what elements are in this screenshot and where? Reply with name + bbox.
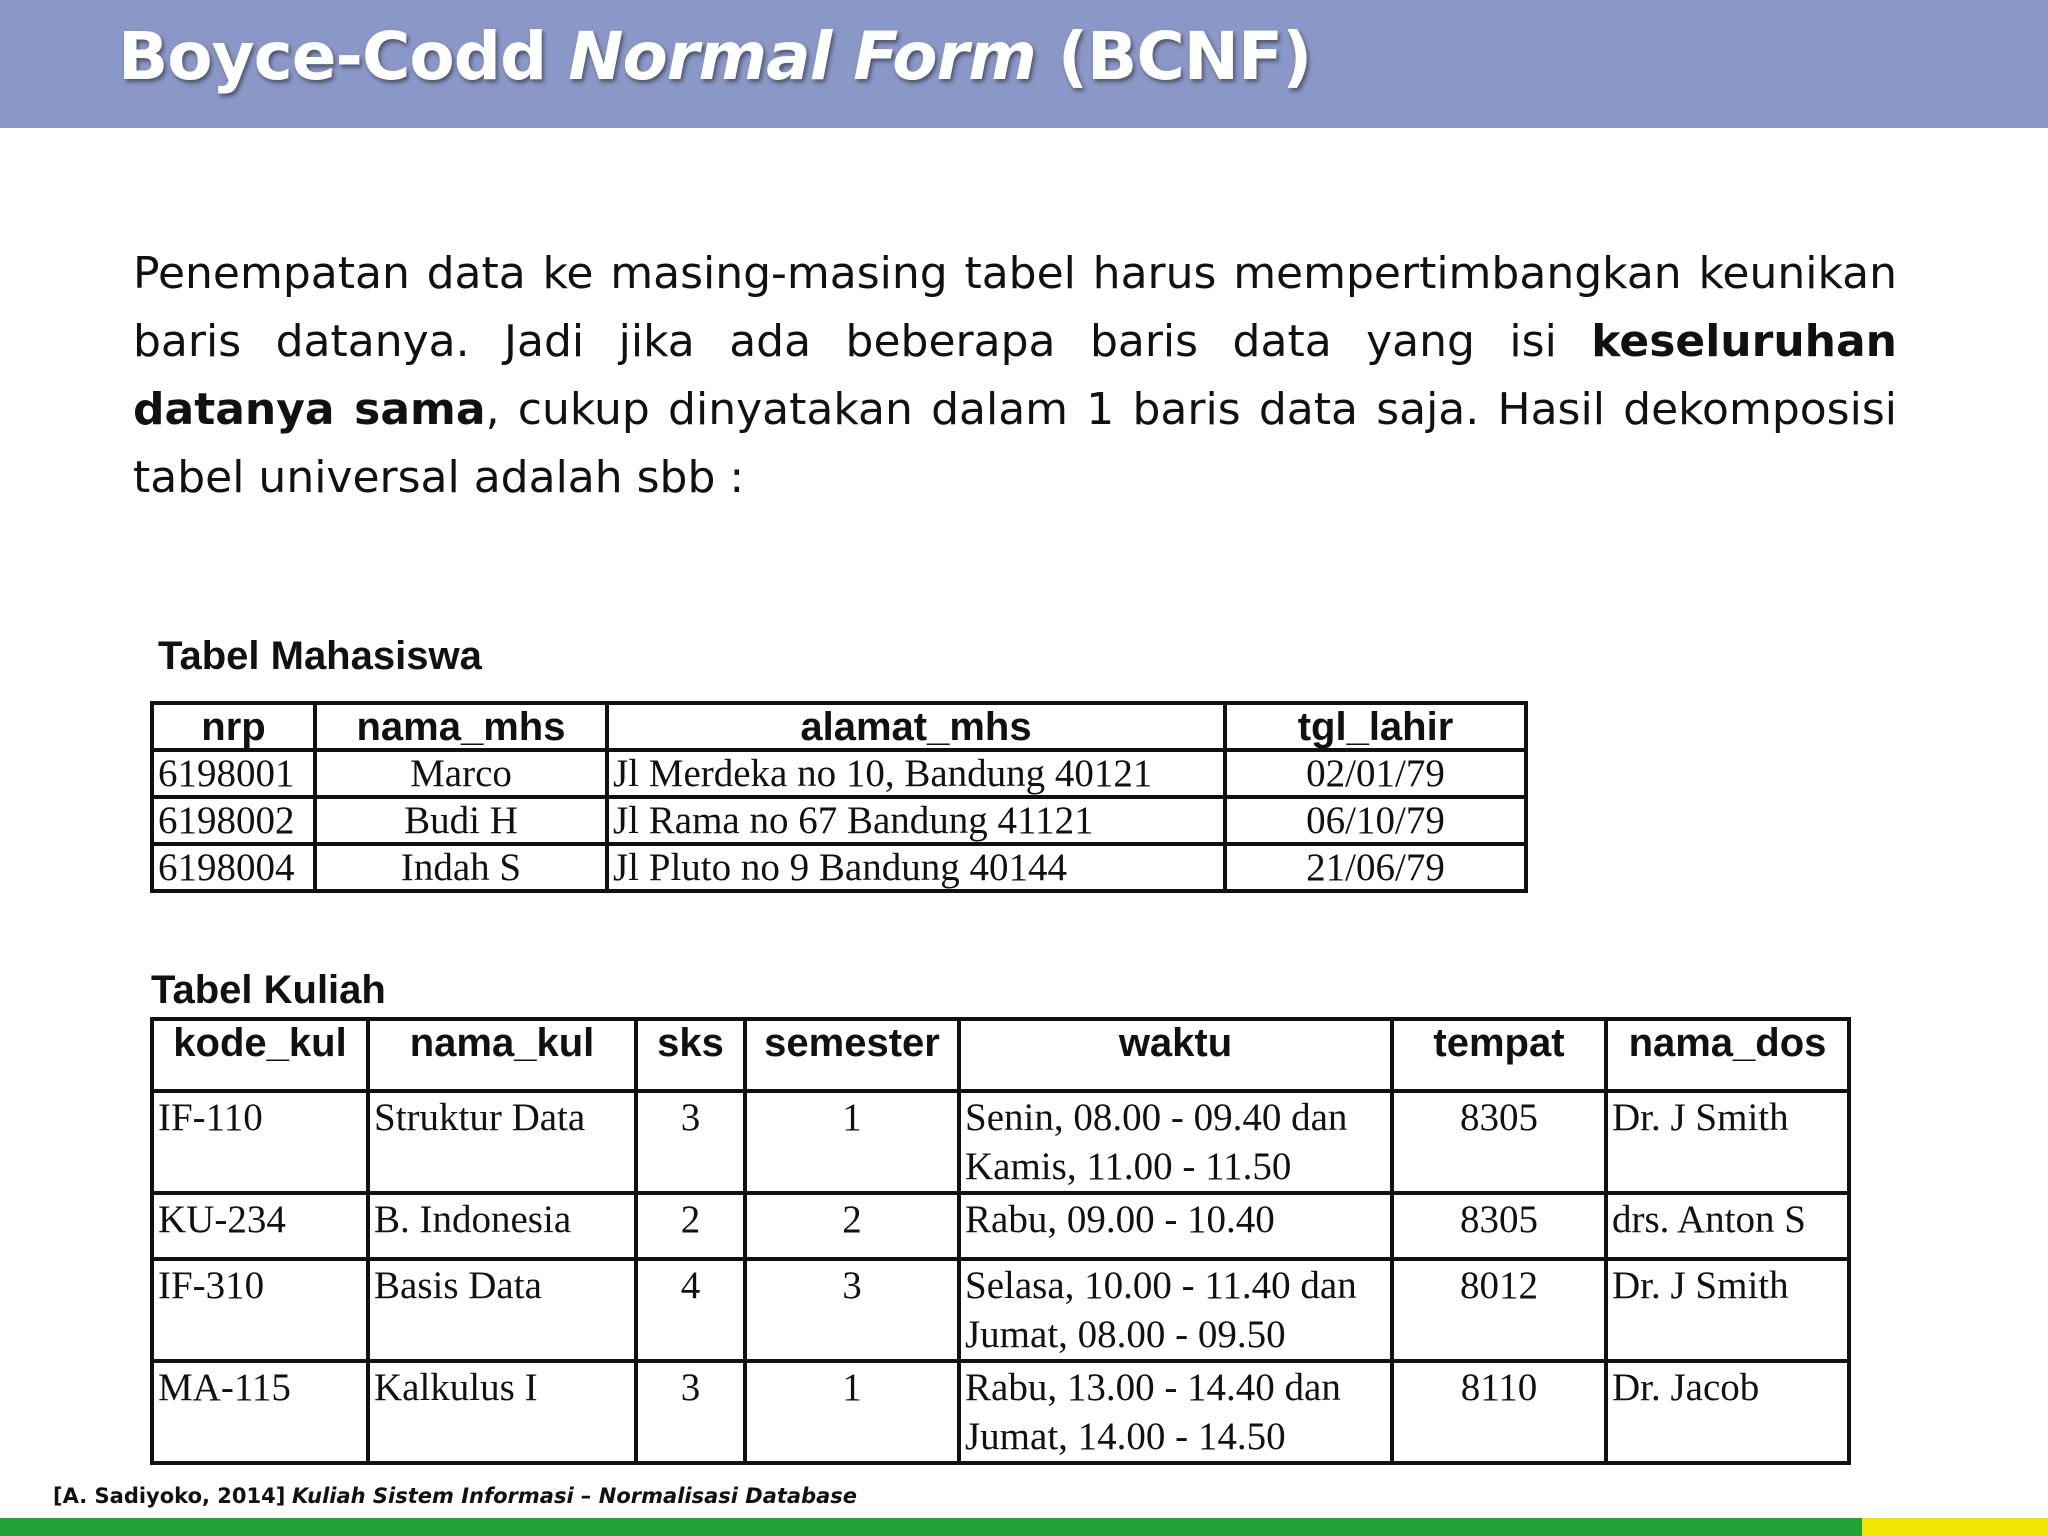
cell-semester: 1 xyxy=(745,1361,959,1463)
cell-nama-mhs: Indah S xyxy=(315,844,607,891)
cell-nama-mhs: Marco xyxy=(315,750,607,797)
cell-alamat-mhs: Jl Pluto no 9 Bandung 40144 xyxy=(607,844,1225,891)
intro-bold: keseluruhan datanya sama xyxy=(133,316,1897,435)
slide-title xyxy=(118,18,1311,95)
cell-kode-kul: KU-234 xyxy=(152,1193,368,1259)
footnote-citation: [A. Sadiyoko, 2014] xyxy=(53,1484,286,1508)
cell-nrp: 6198002 xyxy=(152,797,315,844)
cell-nama-dos: drs. Anton S xyxy=(1606,1193,1849,1259)
title-suffix: (BCNF) xyxy=(1035,18,1312,95)
table-kuliah xyxy=(150,1017,1851,1465)
cell-waktu: Selasa, 10.00 - 11.40 dan Jumat, 08.00 - 09.50 xyxy=(959,1259,1392,1361)
bottom-yellow-stripe xyxy=(1862,1518,2048,1536)
cell-semester: 1 xyxy=(745,1091,959,1193)
header-semester: semester xyxy=(745,1019,959,1091)
cell-nama-dos: Dr. J Smith xyxy=(1606,1259,1849,1361)
cell-nama-mhs: Budi H xyxy=(315,797,607,844)
cell-nama-kul: B. Indonesia xyxy=(368,1193,636,1259)
header-sks: sks xyxy=(636,1019,745,1091)
cell-kode-kul: IF-310 xyxy=(152,1259,368,1361)
cell-tgl-lahir: 21/06/79 xyxy=(1225,844,1526,891)
cell-nama-kul: Basis Data xyxy=(368,1259,636,1361)
table-row xyxy=(152,1193,1849,1259)
table-row xyxy=(152,797,1526,844)
cell-nama-kul: Struktur Data xyxy=(368,1091,636,1193)
intro-part2: , cukup dinyatakan dalam 1 baris data saja. Hasil dekomposisi tabel universal adalah sbb : xyxy=(133,384,1897,503)
cell-semester: 2 xyxy=(745,1193,959,1259)
table-row xyxy=(152,844,1526,891)
table-row xyxy=(152,750,1526,797)
title-italic: Normal Form xyxy=(568,18,1036,95)
table-header-row xyxy=(152,703,1526,750)
table-row xyxy=(152,1091,1849,1193)
cell-nrp: 6198001 xyxy=(152,750,315,797)
table-header-row xyxy=(152,1019,1849,1091)
cell-tempat: 8305 xyxy=(1392,1193,1606,1259)
cell-sks: 4 xyxy=(636,1259,745,1361)
cell-tempat: 8110 xyxy=(1392,1361,1606,1463)
cell-alamat-mhs: Jl Rama no 67 Bandung 41121 xyxy=(607,797,1225,844)
table-row xyxy=(152,1259,1849,1361)
title-bar xyxy=(0,0,2048,128)
table-row xyxy=(152,1361,1849,1463)
header-tempat: tempat xyxy=(1392,1019,1606,1091)
cell-sks: 3 xyxy=(636,1361,745,1463)
header-nrp: nrp xyxy=(152,703,315,750)
cell-waktu: Rabu, 13.00 - 14.40 dan Jumat, 14.00 - 14.50 xyxy=(959,1361,1392,1463)
cell-waktu: Rabu, 09.00 - 10.40 xyxy=(959,1193,1392,1259)
header-tgl-lahir: tgl_lahir xyxy=(1225,703,1526,750)
intro-part1: Penempatan data ke masing-masing tabel harus mempertimbangkan keunikan baris datanya. Jadi jika ada beberapa baris data yang isi xyxy=(133,248,1897,367)
cell-semester: 3 xyxy=(745,1259,959,1361)
title-prefix: Boyce-Codd xyxy=(118,18,569,95)
cell-sks: 2 xyxy=(636,1193,745,1259)
caption-tabel-mahasiswa: Tabel Mahasiswa xyxy=(158,634,482,678)
caption-tabel-kuliah: Tabel Kuliah xyxy=(151,968,386,1012)
cell-nama-dos: Dr. J Smith xyxy=(1606,1091,1849,1193)
bottom-green-stripe xyxy=(0,1518,1862,1536)
header-alamat-mhs: alamat_mhs xyxy=(607,703,1225,750)
header-waktu: waktu xyxy=(959,1019,1392,1091)
intro-paragraph xyxy=(133,240,1897,512)
cell-tempat: 8012 xyxy=(1392,1259,1606,1361)
header-nama-mhs: nama_mhs xyxy=(315,703,607,750)
cell-tgl-lahir: 06/10/79 xyxy=(1225,797,1526,844)
cell-tempat: 8305 xyxy=(1392,1091,1606,1193)
header-kode-kul: kode_kul xyxy=(152,1019,368,1091)
cell-kode-kul: MA-115 xyxy=(152,1361,368,1463)
cell-alamat-mhs: Jl Merdeka no 10, Bandung 40121 xyxy=(607,750,1225,797)
cell-sks: 3 xyxy=(636,1091,745,1193)
footnote-source: Kuliah Sistem Informasi – Normalisasi Database xyxy=(292,1484,858,1508)
cell-kode-kul: IF-110 xyxy=(152,1091,368,1193)
cell-tgl-lahir: 02/01/79 xyxy=(1225,750,1526,797)
header-nama-dos: nama_dos xyxy=(1606,1019,1849,1091)
table-mahasiswa xyxy=(150,701,1528,893)
cell-waktu: Senin, 08.00 - 09.40 dan Kamis, 11.00 - 11.50 xyxy=(959,1091,1392,1193)
cell-nama-dos: Dr. Jacob xyxy=(1606,1361,1849,1463)
footnote xyxy=(53,1484,857,1508)
cell-nama-kul: Kalkulus I xyxy=(368,1361,636,1463)
header-nama-kul: nama_kul xyxy=(368,1019,636,1091)
cell-nrp: 6198004 xyxy=(152,844,315,891)
